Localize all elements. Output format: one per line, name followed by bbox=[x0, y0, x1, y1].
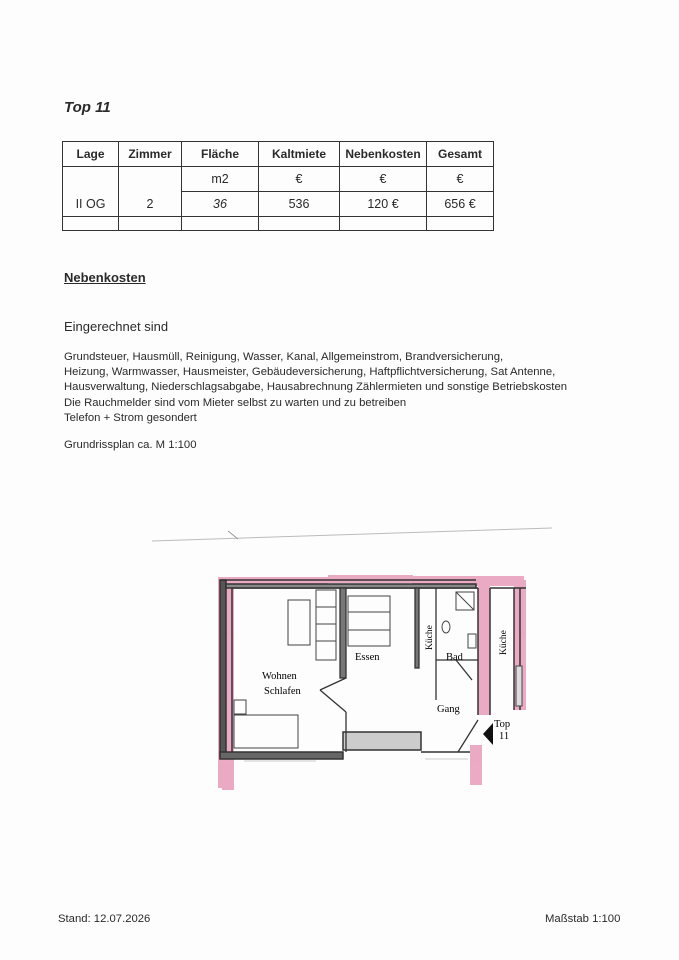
scan-mark bbox=[228, 531, 238, 539]
header-gesamt: Gesamt bbox=[427, 142, 494, 167]
dining-table bbox=[348, 596, 390, 646]
unit-gesamt: € bbox=[427, 167, 494, 192]
nightstand bbox=[234, 700, 246, 714]
cell-flaeche: 36 bbox=[182, 192, 259, 217]
interior-walls bbox=[320, 588, 478, 752]
shower-diag bbox=[456, 592, 474, 610]
header-kaltmiete: Kaltmiete bbox=[259, 142, 340, 167]
header-nebenkosten: Nebenkosten bbox=[340, 142, 427, 167]
page-title: Top 11 bbox=[64, 99, 111, 116]
footer-scale: Maßstab 1:100 bbox=[545, 913, 621, 925]
room-label-wohnen: Wohnen bbox=[262, 671, 297, 682]
unit-flaeche: m2 bbox=[182, 167, 259, 192]
highlight-shaft-wall bbox=[478, 580, 490, 715]
cell-gesamt: 656 € bbox=[427, 192, 494, 217]
wall-bottom-mid bbox=[343, 732, 421, 750]
bed bbox=[234, 715, 298, 748]
sofa bbox=[316, 590, 336, 660]
plan-scale-note: Grundrissplan ca. M 1:100 bbox=[64, 439, 197, 451]
room-label-top: Top bbox=[494, 719, 511, 730]
wall-left bbox=[220, 580, 226, 758]
header-zimmer: Zimmer bbox=[119, 142, 182, 167]
wall-bottom-left bbox=[220, 752, 343, 759]
unit-kaltmiete: € bbox=[259, 167, 340, 192]
entrance-arrow-icon bbox=[483, 723, 493, 745]
wall-wohnen-essen bbox=[340, 588, 346, 678]
unit-nebenkosten: € bbox=[340, 167, 427, 192]
cost-line: Telefon + Strom gesondert bbox=[64, 411, 197, 424]
bad-door bbox=[456, 660, 472, 680]
highlight-bottom-left bbox=[222, 765, 234, 790]
room-label-kueche-left: Küche bbox=[425, 625, 435, 650]
door-swing-line-2 bbox=[320, 678, 346, 690]
included-intro: Eingerechnet sind bbox=[64, 319, 169, 334]
cell-kaltmiete: 536 bbox=[259, 192, 340, 217]
room-label-gang: Gang bbox=[437, 704, 460, 715]
cost-line: Grundsteuer, Hausmüll, Reinigung, Wasser, Kanal, Allgemeinstrom, Brandversicherung, bbox=[64, 351, 504, 363]
header-lage: Lage bbox=[63, 142, 119, 167]
cell-nebenkosten: 120 € bbox=[340, 192, 427, 217]
cell-lage: II OG bbox=[63, 192, 119, 217]
cost-line: Heizung, Warmwasser, Hausmeister, Gebäudeversicherung, Haftpflichtversicherung, Sat Antenne, bbox=[64, 366, 556, 379]
cell-zimmer: 2 bbox=[119, 192, 182, 217]
footer-date: Stand: 12.07.2026 bbox=[58, 913, 151, 925]
wall-kueche bbox=[415, 588, 419, 668]
table-furniture bbox=[288, 600, 310, 645]
cost-line: Hausverwaltung, Niederschlagsabgabe, Hausabrechnung Zählermieten und sonstige Betriebskosten bbox=[64, 381, 568, 394]
wall-top-fill bbox=[226, 584, 476, 588]
cost-line: Die Rauchmelder sind vom Mieter selbst zu warten und zu betreiben bbox=[64, 396, 407, 409]
room-label-schlafen: Schlafen bbox=[264, 686, 301, 697]
highlight-top-wall-mid bbox=[328, 575, 413, 583]
highlight-corner bbox=[470, 745, 482, 785]
room-label-kueche-right: Küche bbox=[499, 630, 509, 655]
room-label-top-number: 11 bbox=[499, 731, 510, 742]
window bbox=[516, 666, 522, 706]
door-swing-line bbox=[320, 690, 346, 712]
room-label-bad: Bad bbox=[446, 652, 463, 663]
section-heading-nebenkosten: Nebenkosten bbox=[64, 270, 146, 285]
header-flaeche: Fläche bbox=[182, 142, 259, 167]
toilet bbox=[442, 621, 450, 633]
sink bbox=[468, 634, 476, 648]
room-label-essen: Essen bbox=[355, 652, 380, 663]
scan-line bbox=[152, 528, 552, 541]
